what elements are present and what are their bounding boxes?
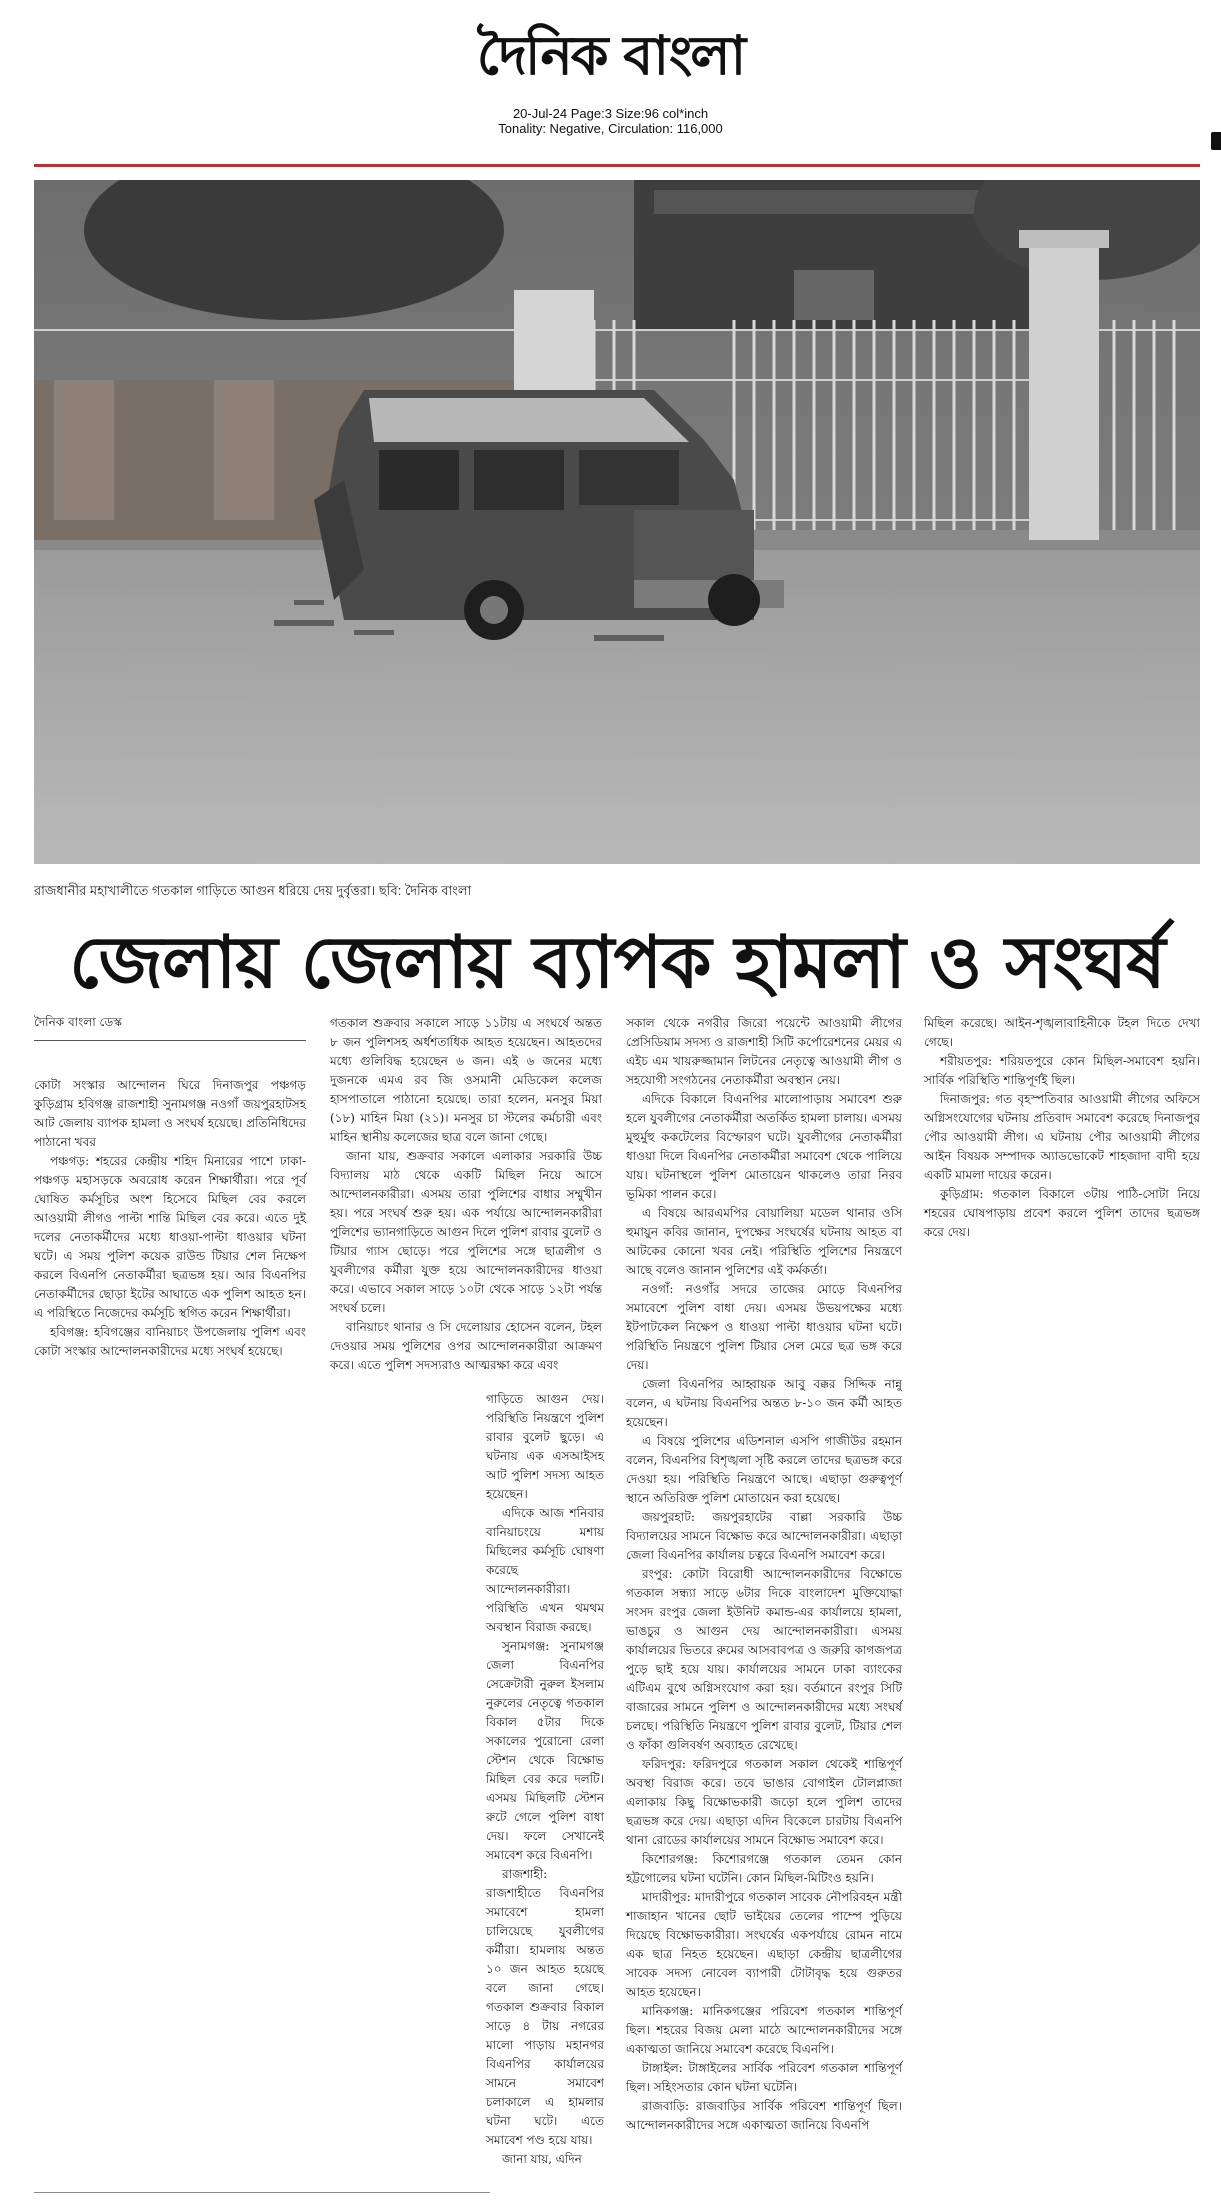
paragraph: দিনাজপুর: গত বৃহস্পতিবার আওয়ামী লীগের অফিসে অগ্নিসংযোগের ঘটনায় প্রতিবাদ সমাবেশ করেছে দিনাজপুর পৌর আওয়ামী লীগ। এ ঘটনায় পৌর আওয়ামী লীগের আইন বিষয়ক সম্পাদক অ্যাডভোকেট শাহজাদা বাদী হয়ে একটি মামলা দায়ের করেন।: [924, 1092, 1200, 1182]
paragraph: ফরিদপুর: ফরিদপুরে গতকাল সকাল থেকেই শান্তিপূর্ণ অবস্থা বিরাজ করে। তবে ভাঙার বোগাইল টোলপ্লাজা এলাকায় কিছু বিক্ষোভকারী জড়ো হলে পুলিশ তাদের ছত্রভঙ্গ করে দেয়। এছাড়া এদিন বিকেলে চারটায় বিএনপি থানা রোডের কার্যালয়ের সামনে বিক্ষোভ সমাবেশ করে।: [626, 1757, 902, 1847]
paragraph: রাজশাহী: রাজশাহীতে বিএনপির সমাবেশে হামলা চালিয়েছে যুবলীগের কর্মীরা। হামলায় অন্তত ১০ জন আহত হয়েছে বলে জানা গেছে। গতকাল শুক্রবার বিকাল সাড়ে ৪ টায় নগরের মালো পাড়ায় মহানগর বিএনপির কার্যালয়ের সামনে সমাবেশ চলাকালে এ হামলার ঘটনা ঘটে। এতে সমাবেশ পণ্ড হয়ে যায়।: [486, 1867, 604, 2147]
column-3: [626, 1014, 902, 2135]
meta-line-tonality: Tonality: Negative, Circulation: 116,000: [498, 121, 723, 136]
paragraph: রংপুর: কোটা বিরোধী আন্দোলনকারীদের বিক্ষোভে গতকাল সন্ধ্যা সাড়ে ৬টার দিকে বাংলাদেশ মুক্তিযোদ্ধা সংসদ রংপুর জেলা ইউনিট কমান্ড-এর কার্যালয়ে হামলা, ভাঙচুর ও আগুন দেয় আন্দোলনকারীরা। এসময় কার্যালয়ের ভিতরে রুমের আসবাবপত্র ও জরুরি কাগজপত্র পুড়ে ছাই হয়ে যায়। কার্যালয়ের সামনে ঢাকা ব্যাংকের এটিএম বুথে অগ্নিসংযোগ করা হয়। বর্তমানে রংপুর সিটি বাজারের সামনে পুলিশ ও আন্দোলনকারীদের মধ্যে সংঘর্ষ চলছে। পরিস্থিতি নিয়ন্ত্রণে পুলিশ রাবার বুলেট, টিয়ার শেল ও ফাঁকা গুলিবর্ষণ অব্যাহত রেখেছে।: [626, 1567, 902, 1752]
paragraph: কোটা সংস্কার আন্দোলন ঘিরে দিনাজপুর পঞ্চগড় কুড়িগ্রাম হবিগঞ্জ রাজশাহী সুনামগঞ্জ নওগাঁ জয়পুরহাটসহ আট জেলায় ব্যাপক হামলা ও সংঘর্ষ হয়েছে। প্রতিনিধিদের পাঠানো খবর: [34, 1078, 306, 1149]
paragraph: মানিকগঞ্জ: মানিকগঞ্জের পরিবেশ গতকাল শান্তিপূর্ণ ছিল। শহরের বিজয় মেলা মাঠে আন্দোলনকারীদের সঙ্গে একাত্মতা জানিয়ে সমাবেশ করেছে বিএনপি।: [626, 2004, 902, 2056]
bottom-rule: [34, 2192, 490, 2193]
corner-marker: [1211, 132, 1221, 150]
paragraph: জানা যায়, শুক্রবার সকালে এলাকার সরকারি উচ্চ বিদ্যালয় মাঠ থেকে একটি মিছিল নিয়ে আসে আন্দোলনকারীরা। এসময় তারা পুলিশের বাধার সম্মুখীন হয়। পরে সংঘর্ষ শুরু হয়। এক পর্যায়ে আন্দোলনকারীরা পুলিশের ভ্যানগাড়িতে আগুন দিলে পুলিশ রাবার বুলেট ও টিয়ার গ্যাস ছোড়ে। পরে পুলিশের সঙ্গে ছাত্রলীগ ও যুবলীগের কর্মীরা যুক্ত হয়ে আন্দোলনকারীদের ধাওয়া করে। এভাবে সকাল সাড়ে ১০টা থেকে সাড়ে ১২টা পর্যন্ত সংঘর্ষ চলে।: [330, 1149, 602, 1315]
meta-line-date-page: 20-Jul-24 Page:3 Size:96 col*inch: [512, 106, 709, 121]
paragraph: এদিকে বিকালে বিএনপির মালোপাড়ায় সমাবেশ শুরু হলে যুবলীগের নেতাকর্মীরা অতর্কিত হামলা চালায়। এসময় মুহুর্মুহু ককটেলের বিস্ফোরণ ঘটে। যুবলীগের নেতাকর্মীরা ধাওয়া দিলে বিএনপির নেতাকর্মীরা সমাবেশ থেকে পালিয়ে যায়। ঘটনাস্থলে পুলিশ মোতায়েন থাকলেও তারা নিরব ভূমিকা পালন করে।: [626, 1092, 902, 1201]
article-headline: জেলায় জেলায় ব্যাপক হামলা ও সংঘর্ষ: [69, 919, 1165, 1004]
paragraph: টাঙ্গাইল: টাঙ্গাইলের সার্বিক পরিবেশ গতকাল শান্তিপূর্ণ ছিল। সহিংসতার কোন ঘটনা ঘটেনি।: [626, 2061, 902, 2094]
paragraph: বানিয়াচং থানার ও সি দেলোয়ার হোসেন বলেন, টহল দেওয়ার সময় পুলিশের ওপর আন্দোলনকারীরা আক্রমণ করে। এতে পুলিশ সদস্যরাও আত্মরক্ষা করে এবং: [330, 1320, 602, 1372]
paragraph: শরীয়তপুর: শরিয়তপুরে কোন মিছিল-সমাবেশ হয়নি। সার্বিক পরিস্থিতি শান্তিপূর্ণই ছিল।: [924, 1054, 1200, 1087]
paragraph: গতকাল শুক্রবার সকালে সাড়ে ১১টায় এ সংঘর্ষে অন্তত ৮ জন পুলিশসহ অর্ধশতাধিক আহত হয়েছেন। আহতদের মধ্যে গুলিবিদ্ধ হয়েছেন ৬ জন। এই ৬ জনের মধ্যে দুজনকে এমএ রব জি ওসমানী মেডিকেল কলেজ হাসপাতালে পাঠানো হয়েছে। তারা হলেন, মনসুর মিয়া (১৮) মাহিন মিয়া (২১)। মনসুর চা স্টলের কর্মচারী এবং মাহিন স্থানীয় কলেজের ছাত্র বলে জানা গেছে।: [330, 1016, 602, 1144]
header-rule: [34, 164, 1200, 167]
paragraph: জানা যায়, এদিন: [502, 2152, 582, 2166]
paragraph: জয়পুরহাট: জয়পুরহাটের বাল্লা সরকারি উচ্চ বিদ্যালয়ের সামনে বিক্ষোভ করে আন্দোলনকারীরা। এছাড়া জেলা বিএনপির কার্যালয় চত্বরে বিএনপি সমাবেশ করে।: [626, 1510, 902, 1562]
paragraph: এ বিষয়ে পুলিশের এডিশনাল এসপি গাজীউর রহমান বলেন, বিএনপির বিশৃঙ্খলা সৃষ্টি করলে তাদের ছত্রভঙ্গ করে দেওয়া হয়। পরিস্থিতি নিয়ন্ত্রণে আছে। এছাড়া গুরুত্বপূর্ণ স্থানে অতিরিক্ত পুলিশ মোতায়েন করা হয়েছে।: [626, 1434, 902, 1505]
column-2-narrow: [486, 1390, 604, 2169]
paragraph: সকাল থেকে নগরীর জিরো পয়েন্টে আওয়ামী লীগের প্রেসিডিয়াম সদস্য ও রাজশাহী সিটি কর্পোরেশনের মেয়র এ এইচ এম খায়রুজ্জামান লিটনের নেতৃত্বে আওয়ামী লীগ ও সহযোগী সংগঠনের নেতাকর্মীরা অবস্থান নেয়।: [626, 1016, 902, 1087]
newspaper-logo: দৈনিক বাংলা: [476, 23, 745, 87]
paragraph: কিশোরগঞ্জ: কিশোরগঞ্জে গতকাল তেমন কোন হট্টগোলের ঘটনা ঘটেনি। কোন মিছিল-মিটিংও হয়নি।: [626, 1852, 902, 1885]
byline-block: [34, 1014, 306, 1069]
paragraph: পঞ্চগড়: শহরের কেন্দ্রীয় শহিদ মিনারের পাশে ঢাকা-পঞ্চগড় মহাসড়কে অবরোধ করেন শিক্ষার্থীরা। পরে পূর্ব ঘোষিত কর্মসূচির অংশ হিসেবে মিছিল বের করলে আওয়ামী লীগও পাল্টা শান্তি মিছিল বের করে। এতে দুই দলের নেতাকর্মীদের মধ্যে ধাওয়া-পাল্টা ধাওয়ার ঘটনা ঘটে। এ সময় পুলিশ কয়েক রাউন্ড টিয়ার শেল নিক্ষেপ করলে বিএনপি নেতাকর্মীরা ছত্রভঙ্গ হয়। আর বিএনপির নেতাকর্মীদের ছোড়া ইটের আঘাতে এক পুলিশ আহত হন। এ পরিস্থিতে নিজেদের কর্মসূচি স্থগিত করেন শিক্ষার্থীরা।: [34, 1154, 306, 1320]
paragraph: রাজবাড়ি: রাজবাড়ির সার্বিক পরিবেশ শান্তিপূর্ণ ছিল। আন্দোলনকারীদের সঙ্গে একাত্মতা জানিয়ে বিএনপি: [626, 2099, 902, 2132]
news-photo: [34, 180, 1200, 864]
paragraph: মিছিল করেছে। আইন-শৃঙ্খলাবাহিনীকে টহল দিতে দেখা গেছে।: [924, 1016, 1200, 1049]
paragraph: সুনামগঞ্জ: সুনামগঞ্জ জেলা বিএনপির সেক্রেটারী নুরুল ইসলাম নুরুলের নেতৃত্বে গতকাল বিকাল ৫টার দিকে সকালের পুরোনো রেলা স্টেশন থেকে বিক্ষোভ মিছিল বের করে দলটি। এসময় মিছিলটি স্টেশন রুটে গেলে পুলিশ বাধা দেয়। ফলে সেখানেই সমাবেশ করে বিএনপি।: [486, 1639, 604, 1862]
column-1: [34, 1076, 306, 1361]
column-4: [924, 1014, 1200, 1242]
clipping-meta: [0, 106, 1221, 136]
burnt-car-photo-illustration: [34, 180, 1200, 864]
paragraph: কুড়িগ্রাম: গতকাল বিকালে ৩টায় পাঠি-সোটা নিয়ে শহরের ঘোষপাড়ায় প্রবেশ করলে পুলিশ তাদের ছত্রভঙ্গ করে দেয়।: [924, 1187, 1200, 1239]
column-2: [330, 1014, 602, 1375]
paragraph: এদিকে আজ শনিবার বানিয়াচংয়ে মশায় মিছিলের কর্মসূচি ঘোষণা করেছে আন্দোলনকারীরা। পরিস্থিতি এখন থমথম অবস্থান বিরাজ করছে।: [486, 1506, 604, 1634]
photo-caption: রাজধানীর মহাখালীতে গতকাল গাড়িতে আগুন ধরিয়ে দেয় দুর্বৃত্তরা। ছবি: দৈনিক বাংলা: [34, 883, 472, 898]
byline: দৈনিক বাংলা ডেস্ক: [34, 1014, 306, 1041]
masthead: [0, 14, 1221, 104]
paragraph: জেলা বিএনপির আহ্বায়ক আবু বক্কর সিদ্দিক নান্নু বলেন, এ ঘটনায় বিএনপির অন্তত ৮-১০ জন কর্মী আহত হয়েছেন।: [626, 1377, 902, 1429]
paragraph: এ বিষয়ে আরএমপির বোয়ালিয়া মডেল থানার ওসি হুমায়ুন কবির জানান, দুপক্ষের সংঘর্ষের ঘটনায় আহত বা আটকের কোনো খবর নেই। পরিস্থিতি পুলিশের নিয়ন্ত্রণে আছে বলেও জানান পুলিশের এই কর্মকর্তা।: [626, 1206, 902, 1277]
paragraph: গাড়িতে আগুন দেয়। পরিস্থিতি নিয়ন্ত্রণে পুলিশ রাবার বুলেট ছুড়ে। এ ঘটনায় এক এসআইসহ আট পুলিশ সদস্য আহত হয়েছেন।: [486, 1392, 604, 1501]
paragraph: হবিগঞ্জ: হবিগঞ্জের বানিয়াচং উপজেলায় পুলিশ এবং কোটা সংস্কার আন্দোলনকারীদের মধ্যে সংঘর্ষ হয়েছে।: [34, 1325, 306, 1358]
paragraph: মাদারীপুর: মাদারীপুরে গতকাল সাবেক নৌপরিবহন মন্ত্রী শাজাহান খানের ছোট ভাইয়ের তেলের পাম্পে পুড়িয়ে দিয়েছে বিক্ষোভকারীরা। সংঘর্ষের একপর্যায়ে রোমন নামে এক ছাত্র নিহত হয়েছেন। এছাড়া কেন্দ্রীয় ছাত্রলীগের সাবেক সদস্য নোবেল ব্যাপারী টোটাবৃদ্ধ হয়ে গুরুতর আহত হয়েছেন।: [626, 1890, 902, 1999]
paragraph: নওগাঁ: নওগাঁর সদরে তাজের মোড়ে বিএনপির সমাবেশে পুলিশ বাধা দেয়। এসময় উভয়পক্ষের মধ্যে ইটপাটকেল নিক্ষেপ ও ধাওয়া পাল্টা ধাওয়ার ঘটনা ঘটে। পরিস্থিতি নিয়ন্ত্রণে পুলিশ টিয়ার সেল মেরে ছত্র ভঙ্গ করে দেয়।: [626, 1282, 902, 1372]
